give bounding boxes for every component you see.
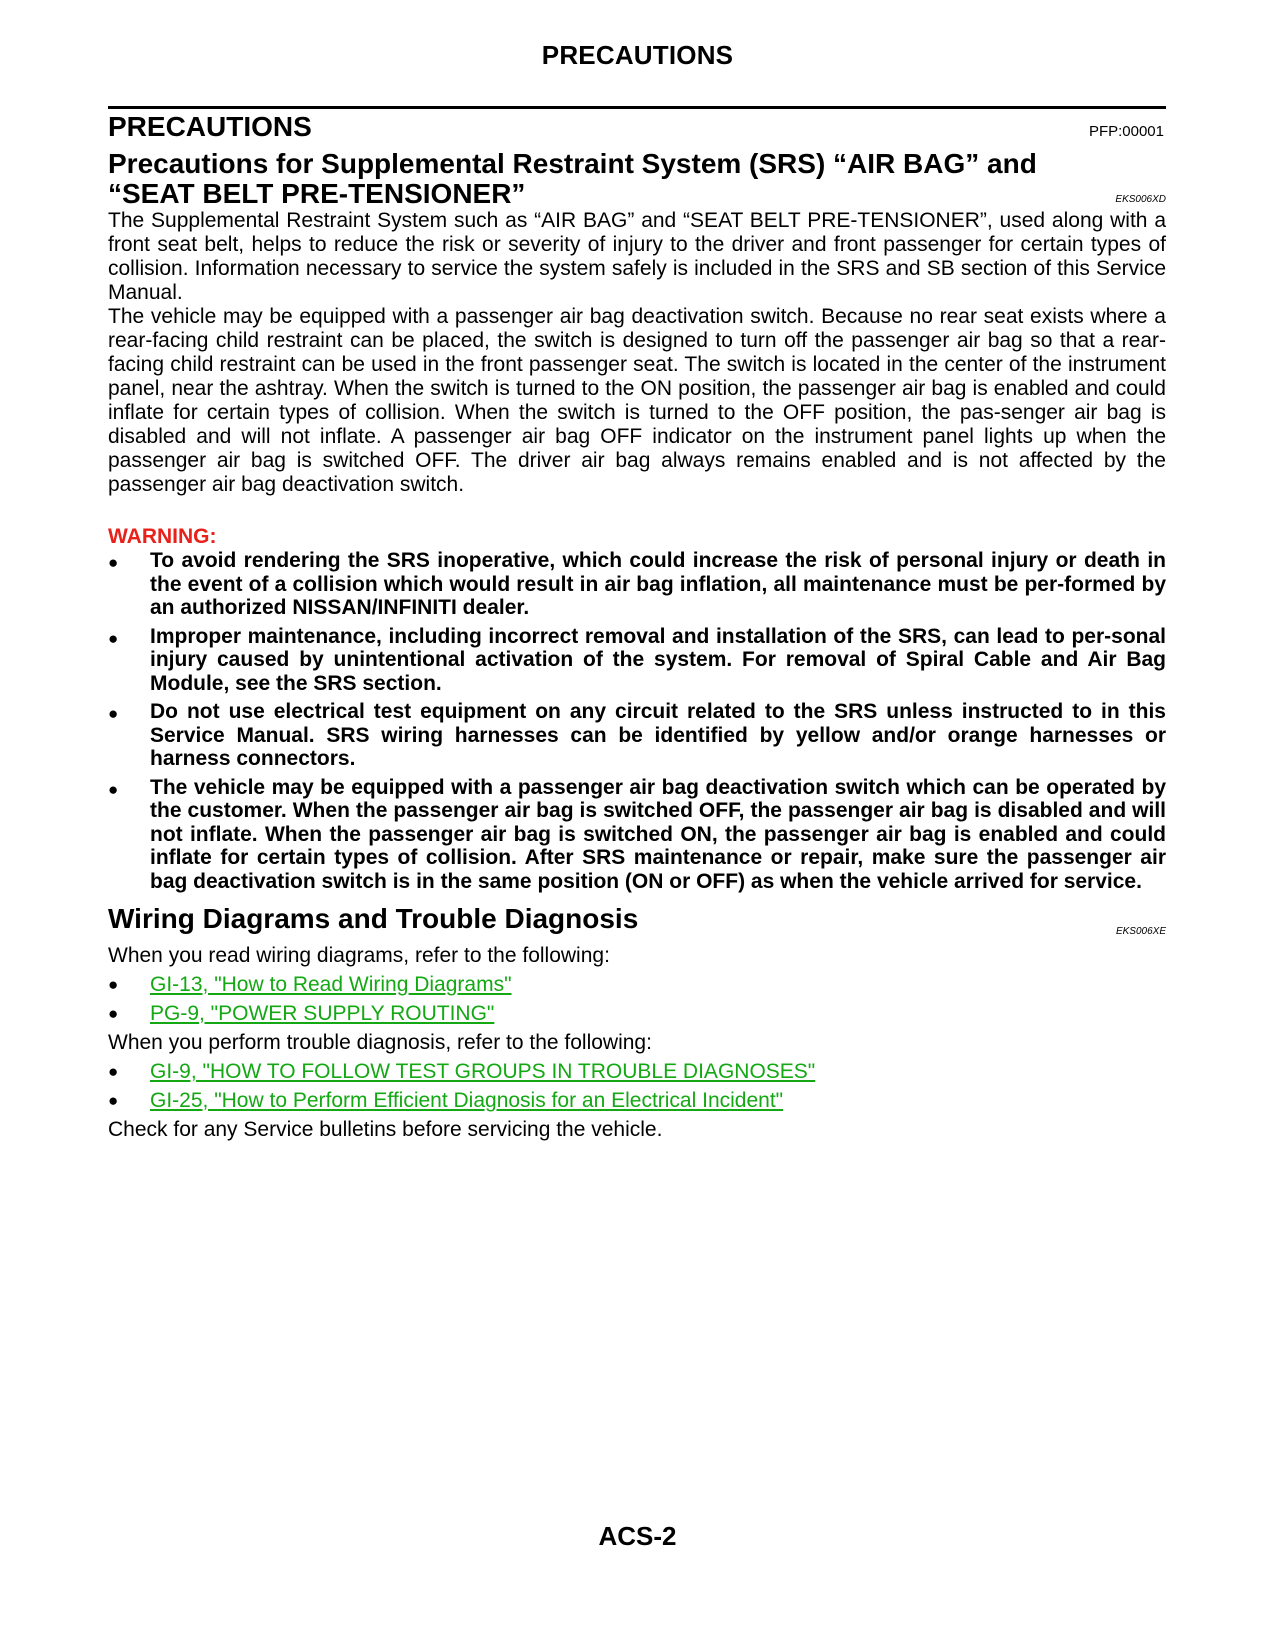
warning-item xyxy=(108,776,1166,894)
page-number: ACS-2 xyxy=(598,1521,677,1551)
list-item xyxy=(108,970,1166,999)
list-item xyxy=(108,1086,1166,1115)
warning-text: The vehicle may be equipped with a passenger air bag deactivation switch which can be operated by the customer. When the passenger air bag is switched OFF, the passenger air bag is disabled and will not inflate. When the passenger air bag is switched ON, the passenger air bag is enabled and could inflate for certain types of collision. After SRS maintenance or repair, make sure the passenger air bag deactivation switch is in the same position (ON or OFF) as when the vehicle arrived for service. xyxy=(150,775,1166,893)
link-gi-9[interactable]: GI-9, "HOW TO FOLLOW TEST GROUPS IN TROUBLE DIAGNOSES" xyxy=(150,1060,816,1083)
link-gi-25[interactable]: GI-25, "How to Perform Efficient Diagnosis for an Electrical Incident" xyxy=(150,1089,784,1112)
srs-heading xyxy=(108,149,1166,209)
read-intro: When you read wiring diagrams, refer to the following: xyxy=(108,944,610,967)
bullet-icon: ● xyxy=(108,704,119,723)
bullet-icon: ● xyxy=(108,1091,119,1110)
wiring-heading xyxy=(108,901,1166,941)
warning-item xyxy=(108,549,1166,620)
warning-label: WARNING: xyxy=(108,525,217,548)
page-content xyxy=(108,106,1166,1144)
link-gi-13[interactable]: GI-13, "How to Read Wiring Diagrams" xyxy=(150,973,512,996)
srs-title: Precautions for Supplemental Restraint System (SRS) “AIR BAG” and “SEAT BELT PRE-TENSIONER” xyxy=(108,148,1037,209)
bullet-icon: ● xyxy=(108,628,119,648)
link-pg-9[interactable]: PG-9, "POWER SUPPLY ROUTING" xyxy=(150,1002,495,1025)
warning-item xyxy=(108,625,1166,696)
bullet-icon: ● xyxy=(108,553,119,572)
warning-text: To avoid rendering the SRS inoperative, which could increase the risk of personal injury or death in the event of a collision which would result in air bag inflation, all maintenance must be per-formed by an authorized NISSAN/INFINITI dealer. xyxy=(150,549,1166,619)
srs-ref-code: EKS006XD xyxy=(1115,194,1166,205)
read-link-list xyxy=(108,970,1166,1028)
warning-text: Improper maintenance, including incorrect removal and installation of the SRS, can lead to per-sonal injury caused by unintentional activation of the system. For removal of Spiral Cable and Air Bag Module, see the SRS section. xyxy=(150,624,1166,695)
srs-paragraph: The vehicle may be equipped with a passenger air bag deactivation switch. Because no rear seat exists where a rear-facing child restraint can be placed, the switch is designed to turn off the passenger air bag so that a rear-facing child restraint can be used in the front passenger seat. The switch is located in the center of the instrument panel, near the ashtray. When the switch is turned to the ON position, the passenger air bag is enabled and could inflate for certain types of collision. When the switch is turned to the OFF position, the pas-senger air bag is disabled and will not inflate. A passenger air bag OFF indicator on the instrument panel lights up when the passenger air bag is switched OFF. The driver air bag always remains enabled and is not affected by the passenger air bag deactivation switch. xyxy=(108,305,1166,496)
section-title: PRECAUTIONS xyxy=(108,111,312,142)
page-header: PRECAUTIONS xyxy=(541,40,734,70)
bullet-icon: ● xyxy=(108,779,119,799)
section-divider xyxy=(108,106,1166,109)
wiring-ref-code: EKS006XE xyxy=(1115,926,1166,937)
warning-text: Do not use electrical test equipment on any circuit related to the SRS unless instructed to in this Service Manual. SRS wiring harnesses can be identified by yellow and/or orange harnesses or harness connectors. xyxy=(150,700,1166,770)
warning-item xyxy=(108,700,1166,771)
warning-list xyxy=(108,549,1166,893)
srs-paragraph: The Supplemental Restraint System such as “AIR BAG” and “SEAT BELT PRE-TENSIONER”, used along with a front seat belt, helps to reduce the risk or severity of injury to the driver and front passenger for certain types of collision. Information necessary to service the system safely is included in the SRS and SB section of this Service Manual. xyxy=(108,209,1166,304)
section-code: PFP:00001 xyxy=(1088,123,1164,140)
list-item xyxy=(108,1057,1166,1086)
diag-intro: When you perform trouble diagnosis, refer to the following: xyxy=(108,1031,652,1054)
wiring-title: Wiring Diagrams and Trouble Diagnosis xyxy=(108,903,639,934)
diag-link-list xyxy=(108,1057,1166,1115)
section-heading xyxy=(108,111,1166,143)
bullet-icon: ● xyxy=(108,1062,119,1081)
closing-note: Check for any Service bulletins before servicing the vehicle. xyxy=(108,1118,663,1141)
list-item xyxy=(108,999,1166,1028)
bullet-icon: ● xyxy=(108,975,119,994)
bullet-icon: ● xyxy=(108,1004,119,1023)
